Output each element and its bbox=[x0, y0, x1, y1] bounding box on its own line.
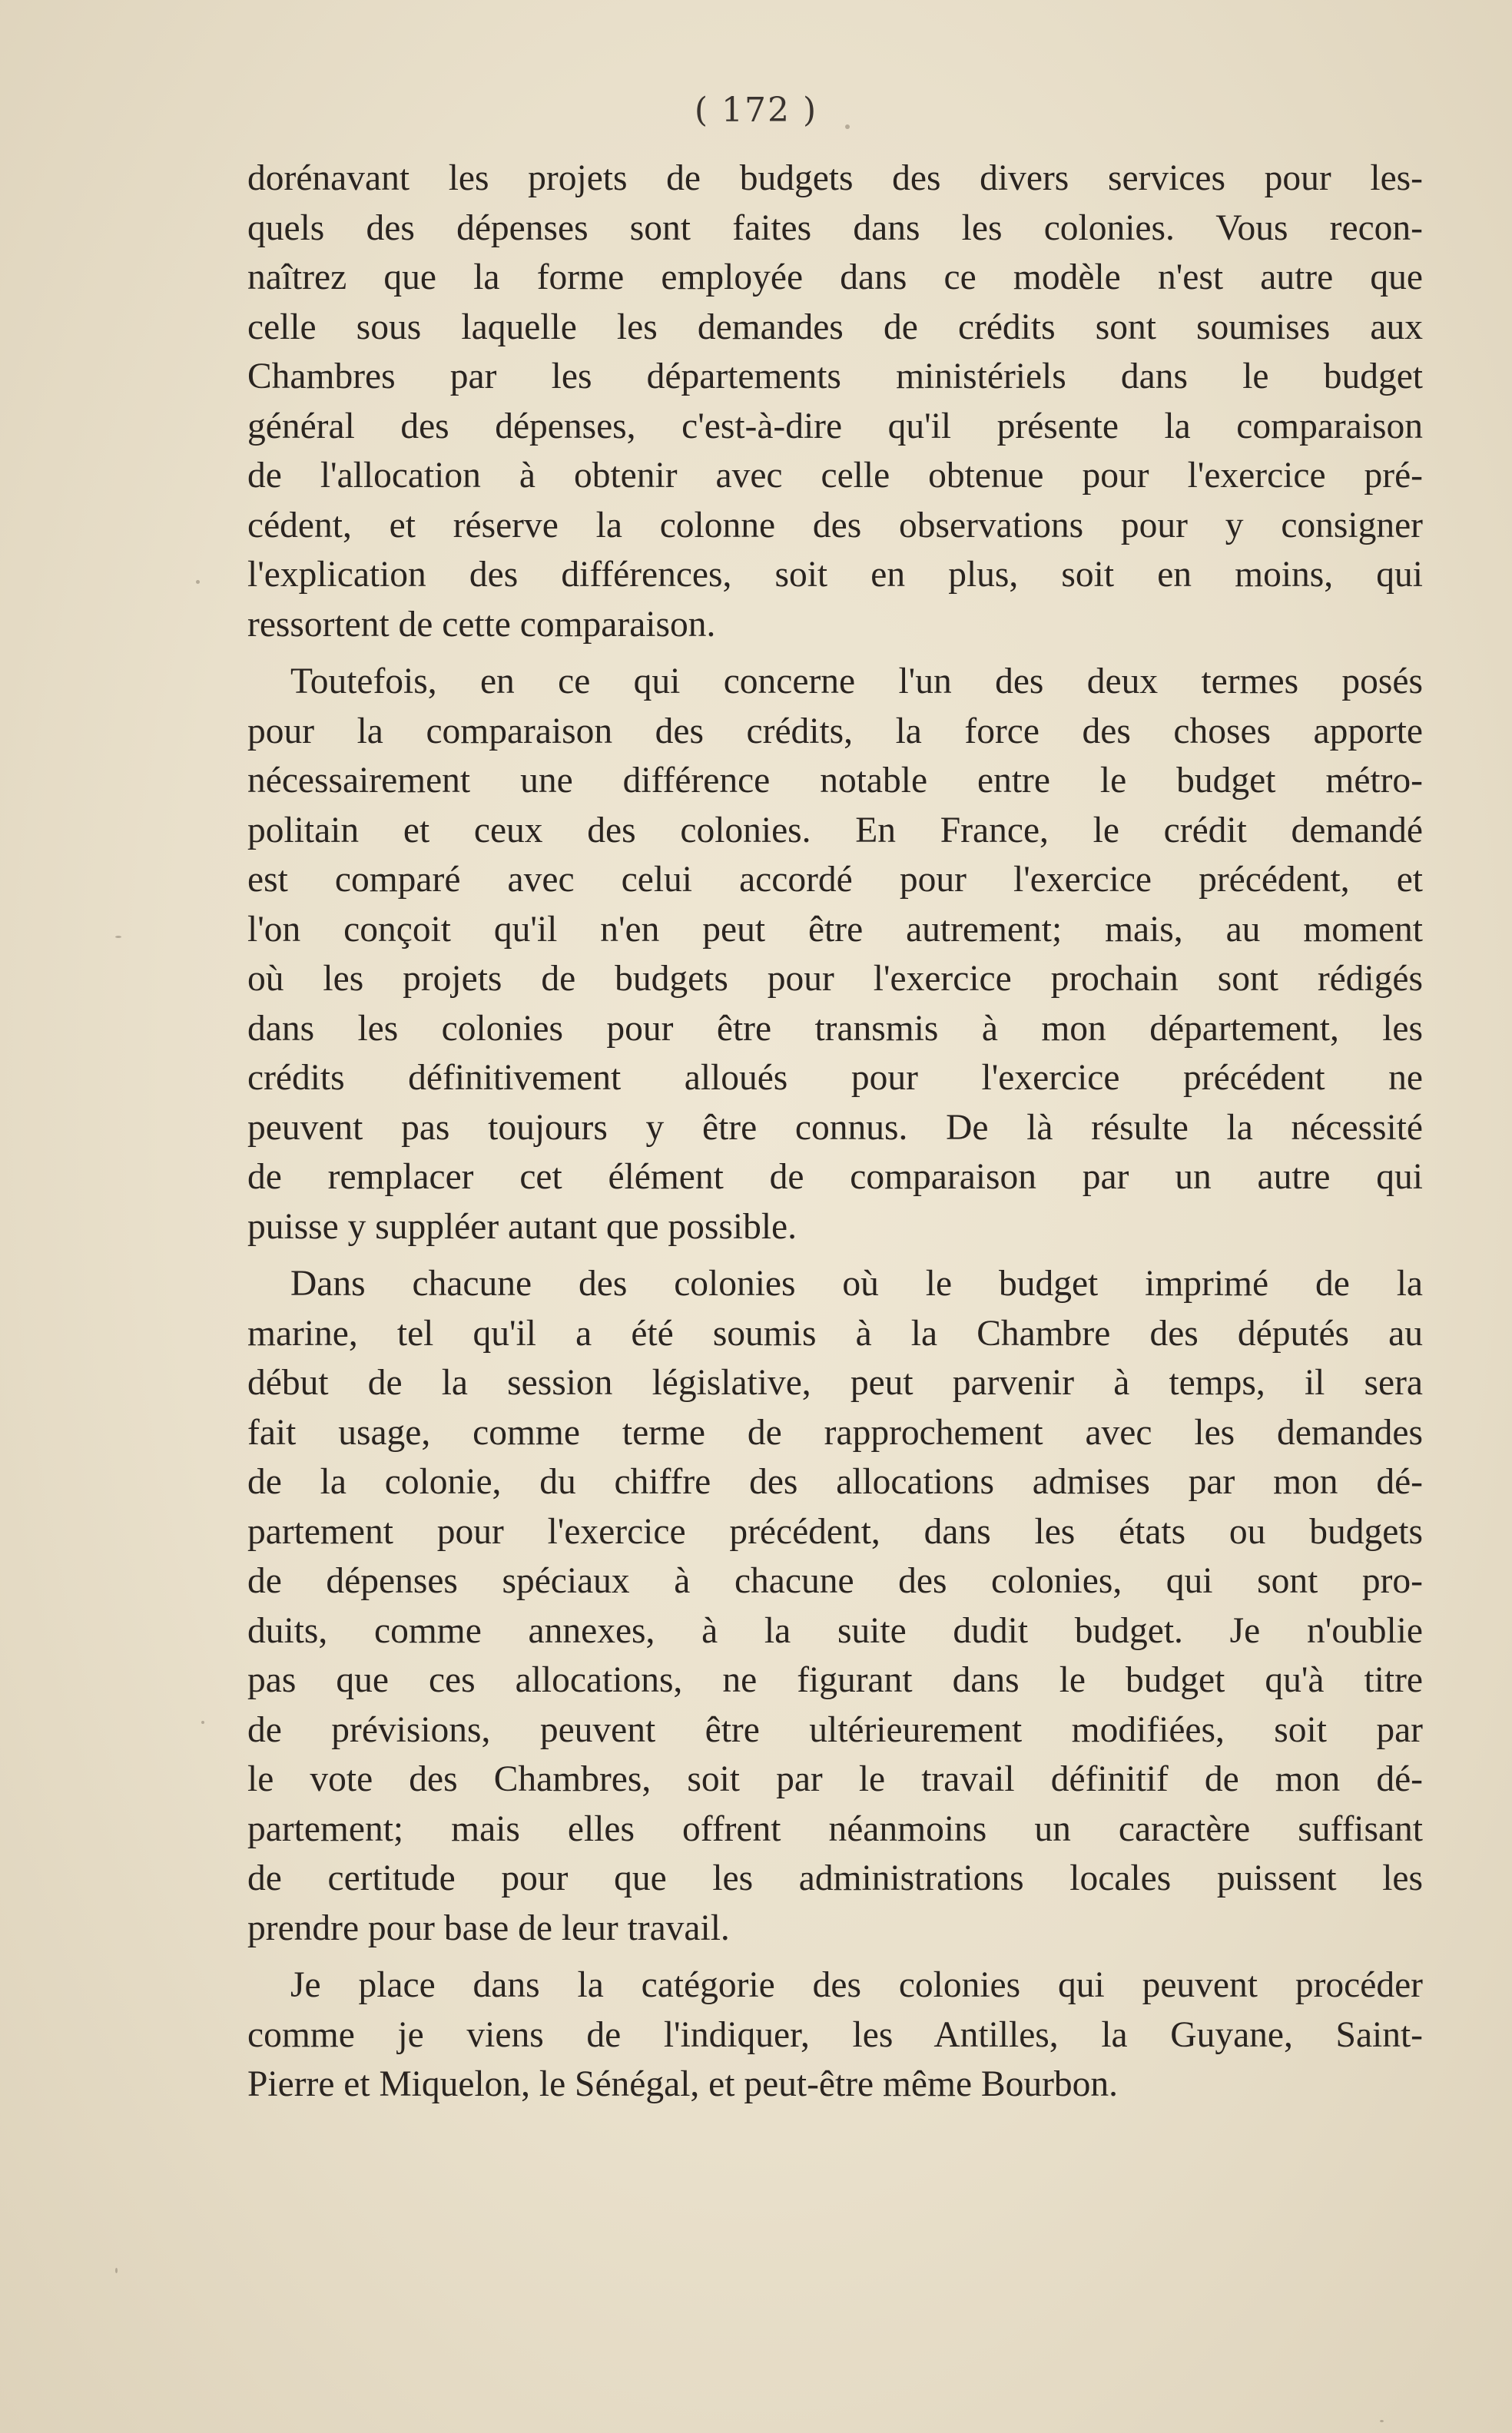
text-line: politain et ceux des colonies. En France, le crédit demandé bbox=[247, 810, 1423, 850]
text-line: dans les colonies pour être transmis à mon département, les bbox=[247, 1008, 1423, 1049]
text-line: comme je viens de l'indiquer, les Antilles, la Guyane, Saint- bbox=[247, 2014, 1423, 2055]
text-line: prendre pour base de leur travail. bbox=[247, 1908, 730, 1948]
text-line: partement; mais elles offrent néanmoins un caractère suffisant bbox=[247, 1808, 1423, 1849]
text-line: ressortent de cette comparaison. bbox=[247, 604, 716, 645]
text-line: quels des dépenses sont faites dans les colonies. Vous recon- bbox=[247, 207, 1423, 248]
paper-speck bbox=[201, 1721, 204, 1724]
text-line: Pierre et Miquelon, le Sénégal, et peut-être même Bourbon. bbox=[247, 2064, 1119, 2104]
text-line: général des dépenses, c'est-à-dire qu'il présente la comparaison bbox=[247, 406, 1423, 446]
text-line: Je place dans la catégorie des colonies qui peuvent procéder bbox=[290, 1965, 1423, 2005]
text-line: de dépenses spéciaux à chacune des colonies, qui sont pro- bbox=[247, 1561, 1423, 1601]
text-line: de remplacer cet élément de comparaison par un autre qui bbox=[247, 1157, 1423, 1197]
text-line: où les projets de budgets pour l'exercice prochain sont rédigés bbox=[247, 959, 1423, 999]
page-number: ( 172 ) bbox=[694, 91, 818, 130]
text-line: Toutefois, en ce qui concerne l'un des deux termes posés bbox=[290, 661, 1423, 701]
text-line: marine, tel qu'il a été soumis à la Chambre des députés au bbox=[247, 1313, 1423, 1354]
body-text bbox=[247, 154, 1423, 2110]
text-line: est comparé avec celui accordé pour l'exercice précédent, et bbox=[247, 860, 1423, 900]
paragraph bbox=[247, 154, 1423, 649]
text-line: peuvent pas toujours y être connus. De là résulte la nécessité bbox=[247, 1107, 1423, 1148]
text-line: nécessairement une différence notable entre le budget métro- bbox=[247, 761, 1423, 801]
text-line: le vote des Chambres, soit par le travail définitif de mon dé- bbox=[247, 1759, 1423, 1799]
text-line: Chambres par les départements ministériels dans le budget bbox=[247, 356, 1423, 396]
text-line: crédits définitivement alloués pour l'exercice précédent ne bbox=[247, 1058, 1423, 1098]
text-line: pas que ces allocations, ne figurant dans le budget qu'à titre bbox=[247, 1660, 1423, 1700]
text-line: fait usage, comme terme de rapprochement avec les demandes bbox=[247, 1412, 1423, 1453]
text-line: celle sous laquelle les demandes de crédits sont soumises aux bbox=[247, 307, 1423, 347]
text-line: début de la session législative, peut parvenir à temps, il sera bbox=[247, 1363, 1423, 1403]
text-line: pour la comparaison des crédits, la force des choses apporte bbox=[247, 711, 1423, 751]
paragraph bbox=[247, 657, 1423, 1251]
text-line: l'explication des différences, soit en plus, soit en moins, qui bbox=[247, 555, 1423, 595]
paper-speck bbox=[115, 936, 121, 938]
paper-speck bbox=[115, 2268, 118, 2273]
text-line: de prévisions, peuvent être ultérieurement modifiées, soit par bbox=[247, 1709, 1423, 1750]
text-line: puisse y suppléer autant que possible. bbox=[247, 1206, 797, 1247]
text-line: naîtrez que la forme employée dans ce modèle n'est autre que bbox=[247, 257, 1423, 297]
paragraph bbox=[247, 1961, 1423, 2110]
text-line: de certitude pour que les administrations locales puissent les bbox=[247, 1858, 1423, 1898]
text-line: de la colonie, du chiffre des allocations admises par mon dé- bbox=[247, 1462, 1423, 1502]
text-line: l'on conçoit qu'il n'en peut être autrement; mais, au moment bbox=[247, 909, 1423, 950]
text-line: de l'allocation à obtenir avec celle obtenue pour l'exercice pré- bbox=[247, 456, 1423, 496]
text-line: cédent, et réserve la colonne des observations pour y consigner bbox=[247, 505, 1423, 545]
text-line: dorénavant les projets de budgets des divers services pour les- bbox=[247, 158, 1423, 198]
paper-speck bbox=[845, 124, 850, 129]
paper-speck bbox=[1380, 2420, 1384, 2422]
text-line: partement pour l'exercice précédent, dans les états ou budgets bbox=[247, 1511, 1423, 1552]
paragraph bbox=[247, 1259, 1423, 1953]
paper-speck bbox=[196, 580, 200, 584]
text-line: Dans chacune des colonies où le budget imprimé de la bbox=[290, 1264, 1423, 1304]
text-line: duits, comme annexes, à la suite dudit budget. Je n'oublie bbox=[247, 1610, 1423, 1651]
